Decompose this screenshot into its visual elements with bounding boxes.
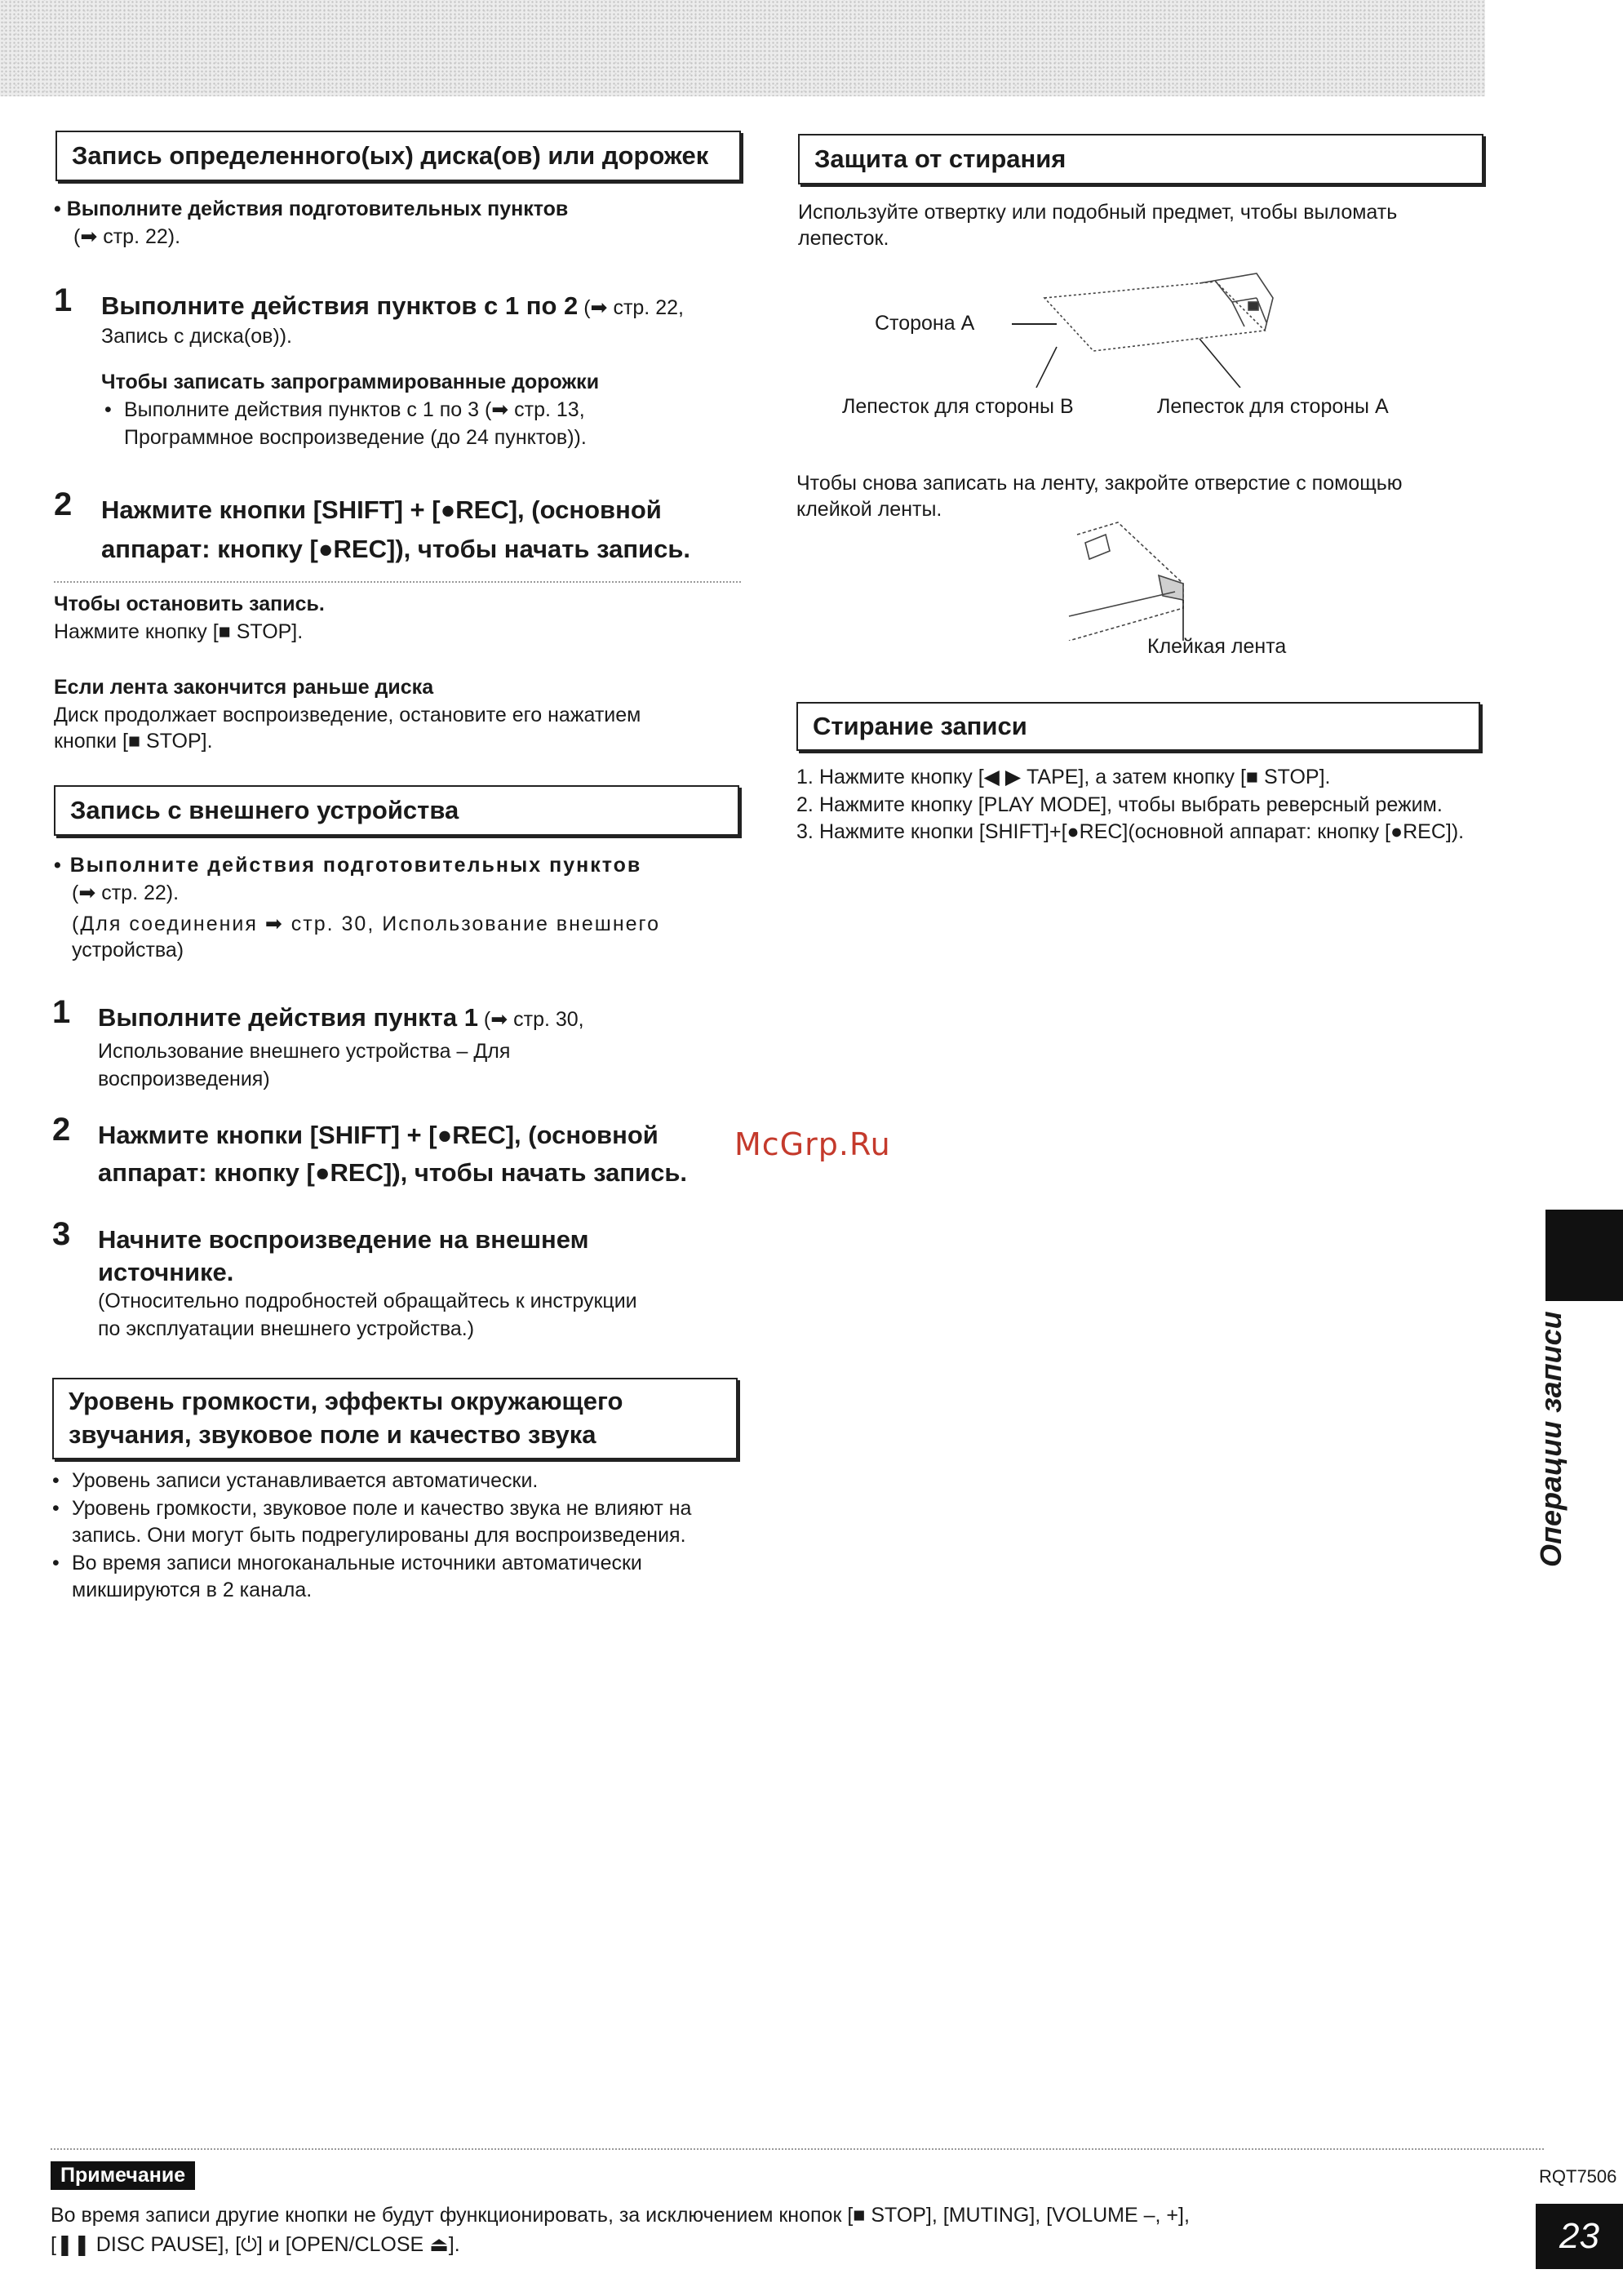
page-number-box (1536, 2204, 1623, 2269)
list-item: 2. Нажмите кнопку [PLAY MODE], чтобы выбрать реверсный режим. (796, 793, 1443, 816)
note-line-1: Во время записи другие кнопки не будут функционировать, за исключением кнопок [■ STOP], [MUTING], [VOLUME –, +], (51, 2204, 1190, 2227)
list-item: • Уровень громкости, звуковое поле и качество звука не влияют на запись. Они могут быть подрегулированы для воспроизведения. (52, 1495, 738, 1550)
stop-title: Чтобы остановить запись. (54, 593, 325, 615)
section-title-erase (796, 702, 1480, 751)
prep-connection-2: устройства) (72, 939, 184, 961)
rerecord-line-2: клейкой ленты. (796, 498, 942, 521)
cassette-tape-illustration (1061, 518, 1200, 641)
rerecord-line-1: Чтобы снова записать на ленту, закройте отверстие с помощью (796, 472, 1403, 495)
tape-end-line-1: Диск продолжает воспроизведение, остановите его нажатием (54, 704, 641, 726)
ext-step-3-line-1: Начните воспроизведение на внешнем (98, 1225, 589, 1254)
side-tab-label: Операции записи (1534, 1311, 1568, 1567)
section-title-protect (798, 134, 1483, 184)
stop-text: Нажмите кнопку [■ STOP]. (54, 620, 304, 643)
section-title-volume (52, 1378, 738, 1459)
page-number: 23 (1559, 2216, 1599, 2256)
step-number: 2 (52, 1112, 71, 1148)
section-title-text: Защита от стирания (814, 144, 1066, 173)
erase-steps-list (796, 764, 1482, 846)
prep-instruction: • Выполните действия подготовительных пунктов (54, 854, 642, 877)
tape-end-line-2: кнопки [■ STOP]. (54, 730, 213, 753)
ext-step-2-line-2: аппарат: кнопку [●REC]), чтобы начать запись. (98, 1158, 688, 1187)
step-number: 2 (54, 486, 73, 522)
document-code: RQT7506 (1539, 2166, 1617, 2187)
section-title-record-discs (55, 131, 741, 181)
scan-header-band (0, 0, 1485, 96)
ext-step-3-line-4: по эксплуатации внешнего устройства.) (98, 1317, 475, 1340)
step-2-line-1: Нажмите кнопки [SHIFT] + [●REC], (основной (101, 495, 662, 524)
step-1-ref: Запись с диска(ов)). (101, 325, 292, 348)
prep-connection: (Для соединения ➡ стр. 30, Использование внешнего (72, 913, 661, 935)
label-tab-b: Лепесток для стороны B (842, 395, 1074, 418)
ext-step-2-line-1: Нажмите кнопки [SHIFT] + [●REC], (основной (98, 1121, 659, 1149)
step-number: 3 (52, 1216, 71, 1252)
tape-end-title: Если лента закончится раньше диска (54, 676, 434, 699)
step-number: 1 (54, 282, 73, 318)
program-line-1: • Выполните действия пунктов с 1 по 3 (➡ стр. 13, (104, 397, 1623, 424)
label-adhesive-tape: Клейкая лента (1147, 635, 1287, 658)
step-2-line-2: аппарат: кнопку [●REC]), чтобы начать запись. (101, 535, 691, 563)
divider (54, 581, 741, 583)
ext-step-1-line-2: Использование внешнего устройства – Для (98, 1040, 511, 1063)
ext-step-1-line-3: воспроизведения) (98, 1068, 270, 1090)
ext-step-1-title: Выполните действия пункта 1 (➡ стр. 30, (98, 1003, 584, 1032)
cassette-tab-illustration (1012, 265, 1289, 388)
section-title-text: Запись определенного(ых) диска(ов) или дорожек (72, 140, 709, 170)
protect-line-1: Используйте отвертку или подобный предмет, чтобы выломать (798, 201, 1398, 224)
section-title-external (54, 785, 739, 836)
note-line-2: [❚❚ DISC PAUSE], [⏻] и [OPEN/CLOSE ⏏]. (51, 2233, 460, 2256)
section-title-text: Запись с внешнего устройства (70, 795, 459, 824)
footer-divider (51, 2148, 1544, 2150)
list-item: • Уровень записи устанавливается автоматически. (52, 1468, 738, 1495)
prep-ref: (➡ стр. 22). (73, 225, 181, 248)
label-tab-a: Лепесток для стороны A (1157, 395, 1389, 418)
list-item: 1. Нажмите кнопку [◀ ▶ TAPE], а затем кнопку [■ STOP]. (796, 766, 1331, 788)
section-title-text: Стирание записи (813, 711, 1027, 740)
program-subtitle: Чтобы записать запрограммированные дорожки (101, 371, 600, 393)
list-item: • Во время записи многоканальные источники автоматически микшируются в 2 канала. (52, 1550, 738, 1605)
section-title-line-1: Уровень громкости, эффекты окружающего (69, 1387, 623, 1416)
watermark: McGrp.Ru (734, 1126, 891, 1162)
program-line-2: Программное воспроизведение (до 24 пунктов)). (124, 426, 587, 449)
prep-instruction: • Выполните действия подготовительных пунктов (54, 198, 569, 220)
list-item: 3. Нажмите кнопки [SHIFT]+[●REC](основной аппарат: кнопку [●REC]). (796, 820, 1465, 843)
protect-line-2: лепесток. (798, 227, 889, 250)
ext-step-3-line-3: (Относительно подробностей обращайтесь к инструкции (98, 1290, 637, 1312)
volume-bullet-list (52, 1468, 738, 1605)
step-number: 1 (52, 994, 71, 1030)
note-label: Примечание (51, 2161, 195, 2190)
prep-ref: (➡ стр. 22). (72, 882, 180, 904)
section-tab-marker (1545, 1210, 1623, 1301)
ext-step-3-line-2: источнике. (98, 1258, 234, 1286)
label-side-a: Сторона A (875, 312, 975, 335)
section-title-line-2: звучания, звуковое поле и качество звука (69, 1420, 596, 1449)
step-1-title: Выполните действия пунктов с 1 по 2 (➡ стр. 22, (101, 291, 684, 320)
